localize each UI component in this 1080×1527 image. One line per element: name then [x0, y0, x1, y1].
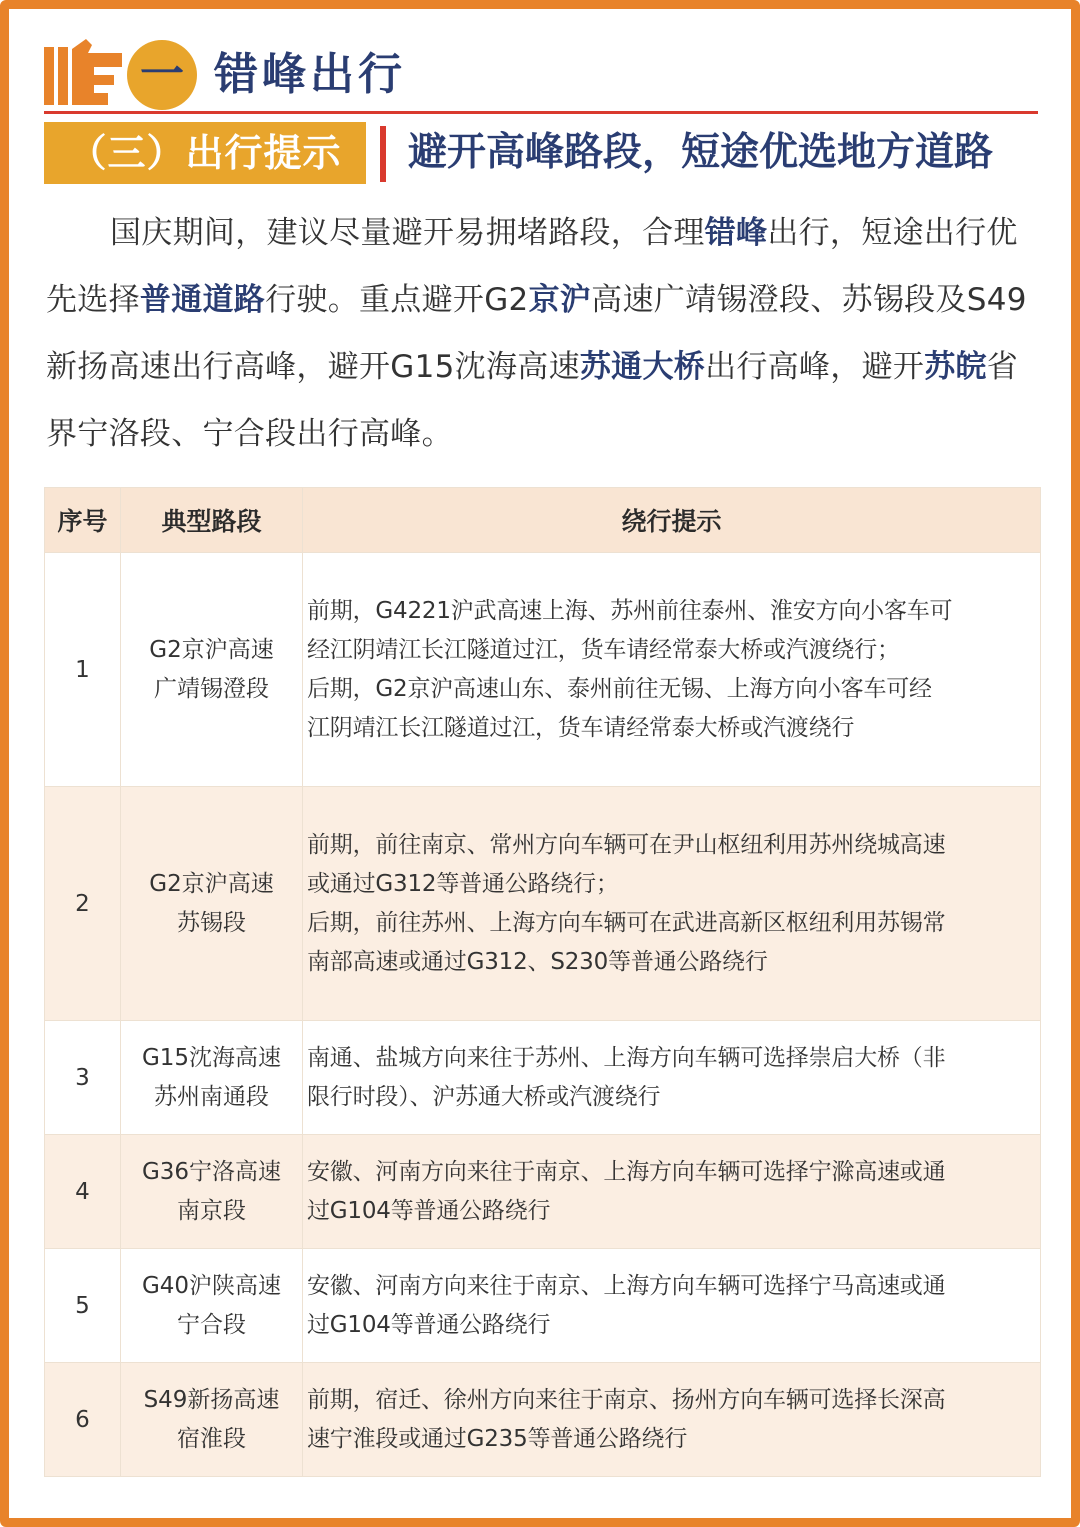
- paragraph-text: 省界宁洛段、宁合段出行高峰。: [46, 349, 1019, 452]
- column-header-number: 序号: [45, 488, 121, 553]
- detour-tip: [303, 1363, 1041, 1477]
- column-header-tip: 绕行提示: [303, 488, 1041, 553]
- row-number: 5: [45, 1249, 121, 1363]
- tip-line: 江阴靖江长江隧道过江，货车请经常泰大桥或汽渡绕行: [307, 714, 855, 741]
- section-title: 错峰出行: [214, 49, 406, 100]
- tip-line: 安徽、河南方向来往于南京、上海方向车辆可选择宁马高速或通: [307, 1272, 946, 1299]
- subsection-heading: 避开高峰路段，短途优选地方道路: [408, 130, 994, 175]
- section-number-badge: 一: [127, 40, 197, 110]
- tip-line: 限行时段）、沪苏通大桥或汽渡绕行: [307, 1083, 661, 1110]
- tip-line: 前期，宿迁、徐州方向来往于南京、扬州方向车辆可选择长深高: [307, 1386, 946, 1413]
- detour-tip: [303, 1249, 1041, 1363]
- detour-table: [44, 487, 1041, 1477]
- road-line: 南京段: [177, 1197, 246, 1224]
- highlight-text: 京沪: [528, 282, 592, 318]
- tip-line: 南通、盐城方向来往于苏州、上海方向车辆可选择崇启大桥（非: [307, 1044, 946, 1071]
- paragraph-text: 出行高峰，避开: [705, 349, 925, 385]
- road-line: G15沈海高速: [141, 1044, 282, 1071]
- detour-tip: [303, 787, 1041, 1021]
- detour-tip: [303, 1135, 1041, 1249]
- highlight-text: 苏皖: [924, 349, 987, 385]
- tip-line: 安徽、河南方向来往于南京、上海方向车辆可选择宁滁高速或通: [307, 1158, 946, 1185]
- road-line: G36宁洛高速: [141, 1158, 282, 1185]
- road-section: [121, 1249, 303, 1363]
- intro-paragraph: [46, 200, 1036, 468]
- table-header-row: [45, 488, 1041, 553]
- road-line: 宁合段: [177, 1311, 246, 1338]
- header-divider: [44, 111, 1038, 114]
- tip-line: 过G104等普通公路绕行: [307, 1311, 551, 1338]
- road-line: S49新扬高速: [143, 1386, 280, 1413]
- table-row: [45, 553, 1041, 787]
- paragraph-text: 出行，短途出行优先选择: [46, 215, 1018, 318]
- highlight-text: 普通道路: [139, 282, 266, 318]
- road-line: 苏锡段: [177, 909, 246, 936]
- row-number: 3: [45, 1021, 121, 1135]
- tip-line: 前期，G4221沪武高速上海、苏州前往泰州、淮安方向小客车可: [307, 597, 953, 624]
- row-number: 4: [45, 1135, 121, 1249]
- road-section: [121, 1135, 303, 1249]
- subsection-tag: （三）出行提示: [44, 122, 366, 184]
- highlight-text: 苏通大桥: [579, 349, 706, 385]
- road-line: 苏州南通段: [154, 1083, 269, 1110]
- subheading-accent-bar: [380, 126, 386, 182]
- pointing-hand-icon: [44, 35, 124, 107]
- tip-line: 过G104等普通公路绕行: [307, 1197, 551, 1224]
- road-section: [121, 1363, 303, 1477]
- tip-line: 经江阴靖江长江隧道过江，货车请经常泰大桥或汽渡绕行；: [307, 636, 900, 663]
- detour-tip: [303, 553, 1041, 787]
- row-number: 6: [45, 1363, 121, 1477]
- row-number: 2: [45, 787, 121, 1021]
- table-row: [45, 1249, 1041, 1363]
- table-row: [45, 1021, 1041, 1135]
- tip-line: 速宁淮段或通过G235等普通公路绕行: [307, 1425, 688, 1452]
- table-row: [45, 787, 1041, 1021]
- road-line: G2京沪高速: [149, 636, 274, 663]
- road-line: 广靖锡澄段: [154, 675, 269, 702]
- tip-line: 前期，前往南京、常州方向车辆可在尹山枢纽利用苏州绕城高速: [307, 831, 946, 858]
- detour-tip: [303, 1021, 1041, 1135]
- road-line: G2京沪高速: [149, 870, 274, 897]
- paragraph-text: 国庆期间，建议尽量避开易拥堵路段，合理: [110, 215, 705, 251]
- road-section: [121, 553, 303, 787]
- tip-line: 南部高速或通过G312、S230等普通公路绕行: [307, 948, 768, 975]
- paragraph-text: 行驶。重点避开G2: [265, 282, 529, 318]
- road-line: G40沪陕高速: [141, 1272, 282, 1299]
- row-number: 1: [45, 553, 121, 787]
- table-row: [45, 1135, 1041, 1249]
- highlight-text: 错峰: [704, 215, 768, 251]
- tip-line: 或通过G312等普通公路绕行；: [307, 870, 619, 897]
- table-row: [45, 1363, 1041, 1477]
- road-section: [121, 787, 303, 1021]
- paragraph-text: 高速广靖锡澄段、苏锡段及S49新扬高速出行高峰，避开G15沈海高速: [46, 282, 1027, 385]
- tip-line: 后期，前往苏州、上海方向车辆可在武进高新区枢纽利用苏锡常: [307, 909, 946, 936]
- road-section: [121, 1021, 303, 1135]
- road-line: 宿淮段: [177, 1425, 246, 1452]
- column-header-road: 典型路段: [121, 488, 303, 553]
- tip-line: 后期，G2京沪高速山东、泰州前往无锡、上海方向小客车可经: [307, 675, 932, 702]
